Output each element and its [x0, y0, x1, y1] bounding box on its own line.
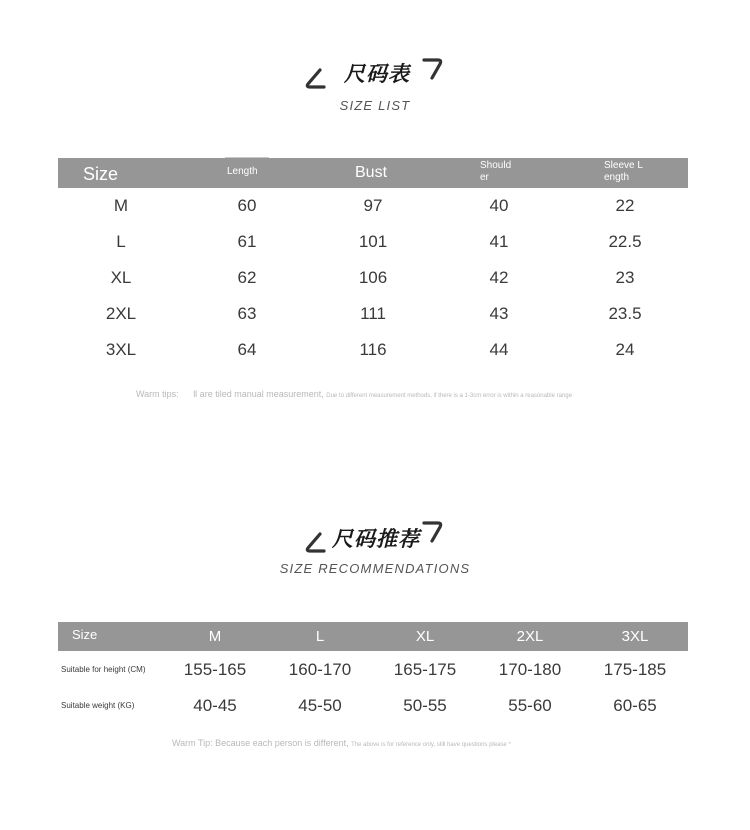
- tip-main: Warm Tip: Because each person is different,: [172, 738, 349, 748]
- header-sleeve-b: ength: [604, 172, 630, 183]
- header-3xl: 3XL: [621, 628, 649, 645]
- header-xl: XL: [415, 628, 435, 645]
- cell-shoulder: 42: [489, 268, 509, 287]
- cell-length: 62: [237, 268, 257, 287]
- table-row: [58, 224, 688, 260]
- cell-sleeve: 22: [615, 196, 635, 215]
- size-list-body: [58, 188, 688, 368]
- cell-shoulder: 43: [489, 304, 509, 323]
- cell-l: 45-50: [298, 696, 342, 715]
- cell-length: 60: [237, 196, 257, 215]
- cell-shoulder: 40: [489, 196, 509, 215]
- table-row: [58, 652, 688, 688]
- header-l: L: [315, 628, 325, 645]
- row-label-weight: Suitable weight (KG): [61, 701, 135, 710]
- cell-bust: 97: [363, 196, 383, 215]
- left-bracket-icon: [302, 530, 326, 556]
- right-bracket-icon: [422, 56, 446, 82]
- table-row: [58, 688, 688, 724]
- size-list-title: [0, 58, 750, 88]
- header-shoulder-b: er: [480, 172, 489, 183]
- size-rec-warm-tip: [172, 738, 511, 748]
- header-accent-line: [225, 157, 269, 158]
- table-row: [58, 188, 688, 224]
- cell-bust: 111: [360, 304, 386, 323]
- size-list-table: [58, 158, 688, 368]
- size-list-header: [58, 158, 688, 188]
- size-rec-title: [0, 523, 750, 553]
- cell-size: L: [116, 232, 126, 251]
- size-rec-header: [58, 622, 688, 651]
- table-row: [58, 260, 688, 296]
- size-list-warm-tip: [136, 389, 572, 399]
- header-length: Length: [227, 166, 258, 177]
- cell-bust: 116: [359, 340, 387, 359]
- cell-sleeve: 22.5: [608, 232, 642, 251]
- tip-small: Due to different measurement methods, if there is a 1-3cm error is within a reasonable range: [326, 393, 572, 399]
- cell-l: 160-170: [288, 660, 352, 679]
- cell-2xl: 170-180: [498, 660, 562, 679]
- cell-m: 40-45: [193, 696, 237, 715]
- cell-shoulder: 41: [489, 232, 509, 251]
- cell-bust: 101: [358, 232, 388, 251]
- header-m: M: [208, 628, 222, 645]
- cell-size: 3XL: [105, 340, 137, 359]
- cell-3xl: 175-185: [603, 660, 667, 679]
- header-shoulder-a: Should: [480, 160, 512, 171]
- table-row: [58, 296, 688, 332]
- header-size: Size: [72, 627, 98, 642]
- size-list-title-cn: 尺码表: [344, 62, 410, 86]
- cell-length: 61: [237, 232, 257, 251]
- tip-main: ll are tiled manual measurement,: [193, 389, 324, 399]
- cell-xl: 50-55: [403, 696, 447, 715]
- cell-2xl: 55-60: [508, 696, 552, 715]
- cell-length: 63: [237, 304, 257, 323]
- header-2xl: 2XL: [516, 628, 544, 645]
- cell-size: XL: [110, 268, 132, 287]
- tip-small: The above is for reference only, still have questions please *: [351, 742, 511, 748]
- cell-size: M: [113, 196, 129, 215]
- cell-xl: 165-175: [393, 660, 457, 679]
- header-sleeve-a: Sleeve L: [604, 160, 643, 171]
- cell-3xl: 60-65: [613, 696, 657, 715]
- header-size: Size: [83, 164, 119, 184]
- cell-shoulder: 44: [489, 340, 509, 359]
- row-label-height: Suitable for height (CM): [61, 665, 146, 674]
- header-bust: Bust: [355, 164, 388, 181]
- cell-sleeve: 23: [615, 268, 635, 287]
- cell-bust: 106: [358, 268, 388, 287]
- size-rec-table: [58, 622, 688, 724]
- tip-label: Warm tips:: [136, 389, 179, 399]
- cell-length: 64: [237, 340, 257, 359]
- table-row: [58, 332, 688, 368]
- right-bracket-icon: [422, 519, 446, 545]
- left-bracket-icon: [302, 66, 326, 92]
- size-rec-title-cn: 尺码推荐: [332, 527, 420, 551]
- size-rec-subtitle: SIZE RECOMMENDATIONS: [279, 561, 471, 576]
- cell-m: 155-165: [183, 660, 247, 679]
- cell-sleeve: 24: [615, 340, 635, 359]
- size-list-subtitle: SIZE LIST: [339, 98, 411, 113]
- cell-sleeve: 23.5: [608, 304, 642, 323]
- cell-size: 2XL: [105, 304, 137, 323]
